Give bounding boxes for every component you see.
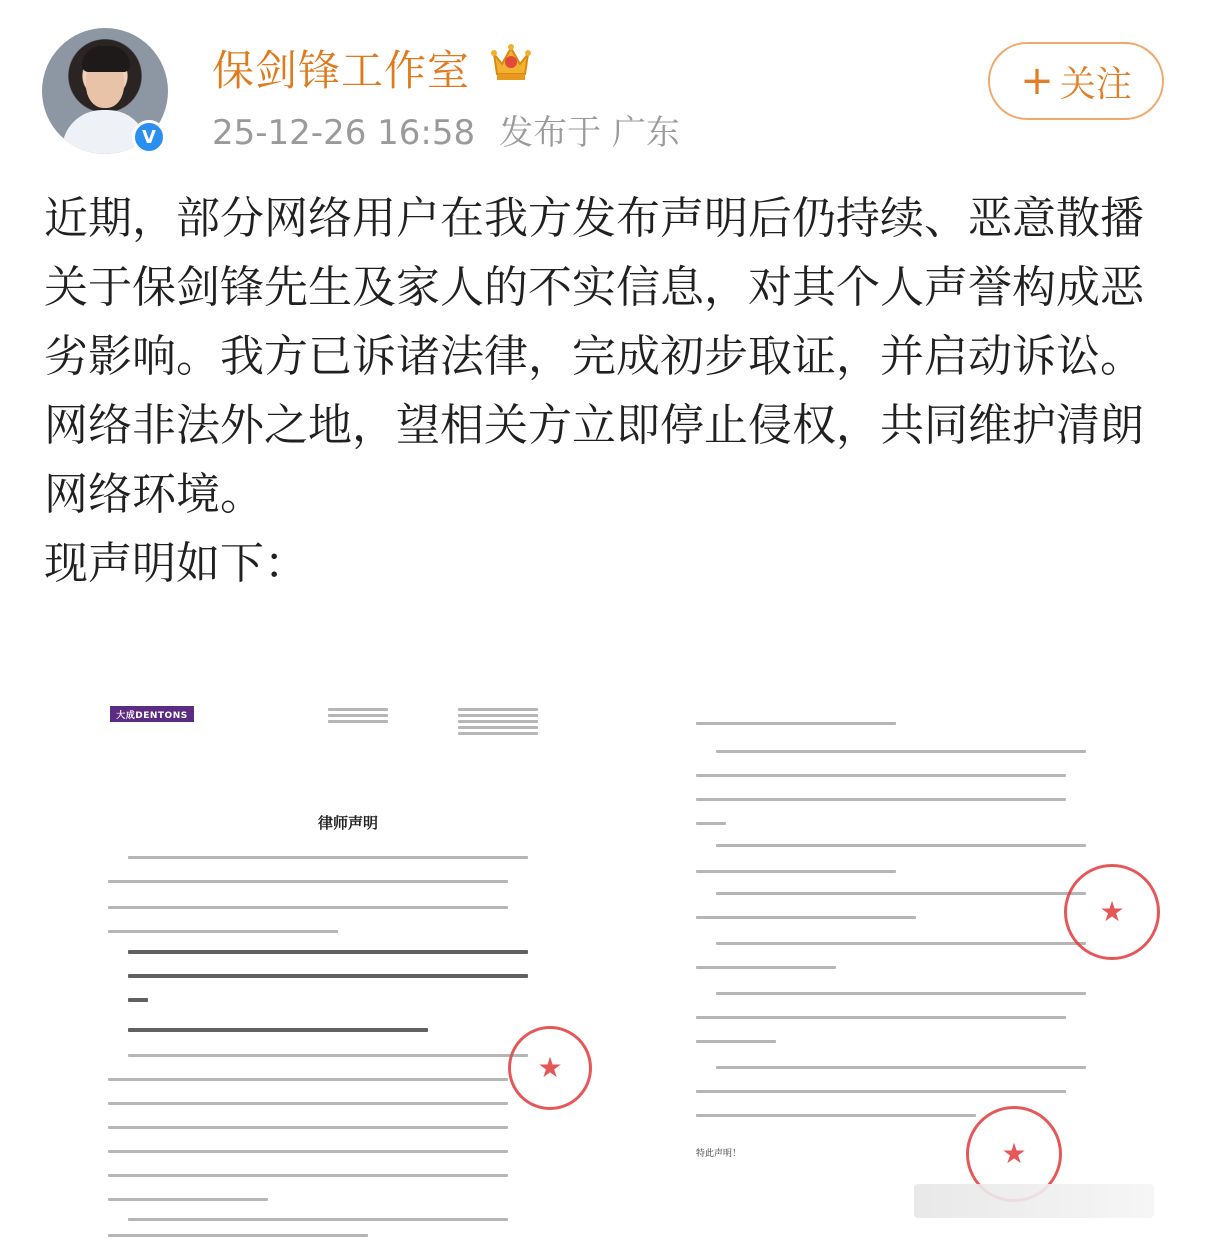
document-text-line bbox=[328, 714, 388, 717]
post-body bbox=[44, 184, 1154, 598]
document-text-line bbox=[128, 1054, 528, 1057]
document-text-line bbox=[328, 720, 388, 723]
document-text-line bbox=[458, 714, 538, 717]
document-text-line bbox=[696, 1114, 976, 1117]
law-firm-seal-icon bbox=[1064, 864, 1160, 960]
document-text-line bbox=[696, 798, 1066, 801]
document-text-line bbox=[108, 1078, 508, 1081]
dentons-logo: 大成DENTONS bbox=[110, 706, 194, 722]
document-text-line bbox=[696, 1090, 1066, 1093]
post-paragraph: 近期，部分网络用户在我方发布声明后仍持续、恶意散播关于保剑锋先生及家人的不实信息，对其个人声誉构成恶劣影响。我方已诉诸法律，完成初步取证，并启动诉讼。 bbox=[44, 193, 1144, 382]
watermark-overlay bbox=[914, 1184, 1154, 1218]
verified-badge-icon: V bbox=[132, 120, 166, 154]
document-text-line bbox=[696, 916, 916, 919]
seal-star-icon: ★ bbox=[1099, 895, 1125, 928]
document-text-line bbox=[716, 892, 1086, 895]
plus-icon: + bbox=[1020, 58, 1054, 104]
document-text-line bbox=[716, 992, 1086, 995]
document-text-line bbox=[716, 942, 1086, 945]
document-text-line bbox=[696, 722, 896, 725]
vip-crown-icon bbox=[488, 40, 534, 84]
user-name[interactable]: 保剑锋工作室 bbox=[212, 46, 471, 95]
document-text-line bbox=[696, 822, 726, 825]
document-text-line bbox=[108, 1102, 508, 1105]
seal-star-icon: ★ bbox=[537, 1051, 563, 1084]
document-text-line bbox=[128, 950, 528, 954]
document-text-line bbox=[128, 1218, 508, 1221]
document-closing: 特此声明！ bbox=[696, 1149, 742, 1159]
document-text-line bbox=[128, 974, 528, 978]
post-location: 发布于 广东 bbox=[499, 113, 680, 153]
seal-star-icon: ★ bbox=[1001, 1137, 1027, 1170]
document-text-line bbox=[108, 1234, 368, 1237]
document-text-line bbox=[696, 1040, 776, 1043]
post-timestamp: 25-12-26 16:58 bbox=[212, 113, 476, 153]
document-text-line bbox=[108, 1150, 508, 1153]
document-text-line bbox=[108, 1126, 508, 1129]
follow-button[interactable] bbox=[988, 42, 1164, 120]
document-text-line bbox=[128, 998, 148, 1002]
document-text-line bbox=[108, 880, 508, 883]
document-text-line bbox=[458, 708, 538, 711]
post-header bbox=[0, 0, 1205, 170]
document-text-line bbox=[328, 708, 388, 711]
document-text-line bbox=[458, 732, 538, 735]
document-title: 律师声明 bbox=[317, 814, 378, 832]
document-text-line bbox=[716, 750, 1086, 753]
document-text-line bbox=[458, 720, 538, 723]
document-text-line bbox=[696, 966, 836, 969]
document-text-line bbox=[696, 1016, 1066, 1019]
post-paragraph: 现声明如下： bbox=[44, 538, 308, 589]
document-text-line bbox=[128, 856, 528, 859]
document-text-line bbox=[108, 906, 508, 909]
post-meta bbox=[212, 105, 680, 154]
document-text-line bbox=[696, 774, 1066, 777]
avatar-hair bbox=[82, 46, 130, 72]
document-text-line bbox=[696, 870, 896, 873]
document-text-line bbox=[716, 844, 1086, 847]
document-text-line bbox=[128, 1028, 428, 1032]
document-text-line bbox=[108, 1174, 508, 1177]
document-text-line bbox=[716, 1066, 1086, 1069]
post-attachments bbox=[0, 672, 1205, 1240]
post-paragraph: 网络非法外之地，望相关方立即停止侵权，共同维护清朗网络环境。 bbox=[44, 400, 1144, 520]
attachment-image-lawyer-statement[interactable] bbox=[88, 688, 608, 1240]
attachment-image-statement-page2[interactable] bbox=[660, 694, 1180, 1240]
law-firm-seal-icon bbox=[508, 1026, 592, 1110]
document-text-line bbox=[108, 1198, 268, 1201]
follow-label: 关注 bbox=[1059, 63, 1132, 105]
document-text-line bbox=[108, 930, 338, 933]
document-text-line bbox=[458, 726, 538, 729]
